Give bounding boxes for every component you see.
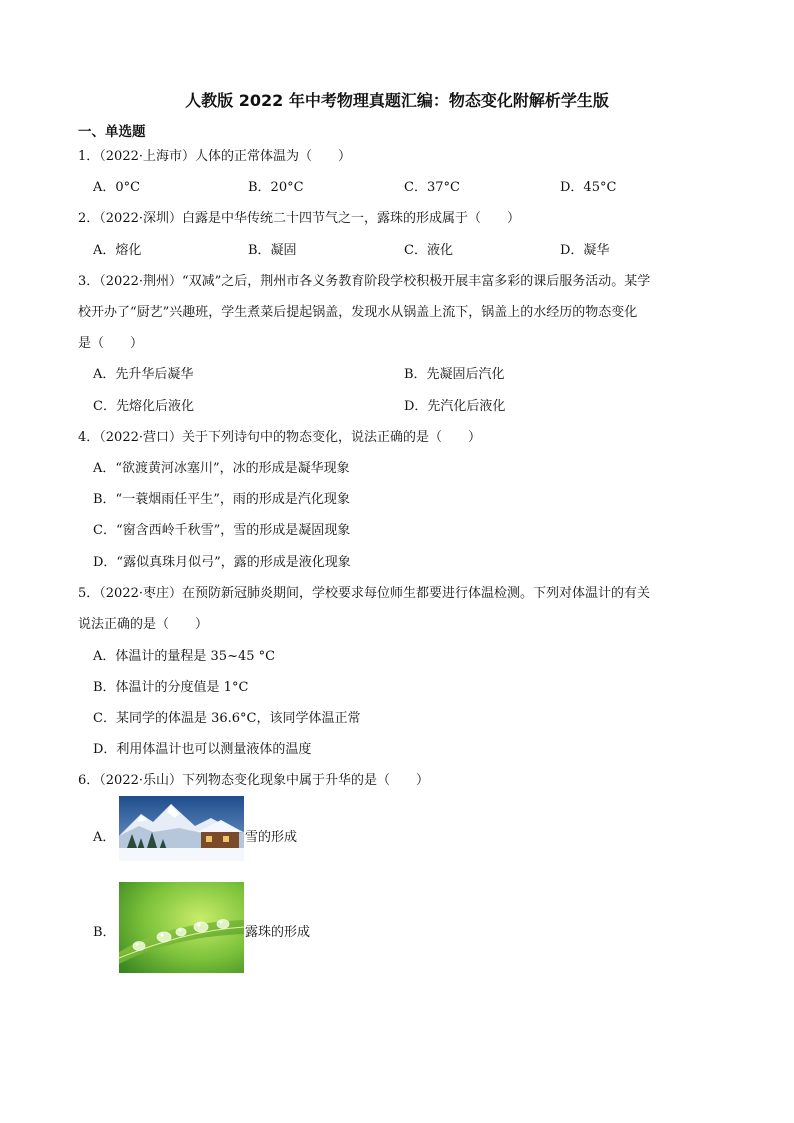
question-6-option-b-caption: 露珠的形成 — [245, 925, 311, 940]
question-5-option-d: D．利用体温计也可以测量液体的温度 — [93, 742, 312, 757]
question-1-option-c: C．37°C — [404, 180, 460, 195]
question-1-option-d: D．45°C — [560, 180, 617, 195]
question-3-option-c: C．先熔化后液化 — [93, 399, 194, 414]
page-title: 人教版 2022 年中考物理真题汇编：物态变化附解析学生版 — [185, 91, 609, 110]
question-6-option-a-letter: A． — [93, 830, 116, 845]
question-6-option-b-letter: B． — [93, 925, 116, 940]
question-3-option-a: A．先升华后凝华 — [93, 367, 194, 382]
question-2-option-c: C．液化 — [404, 243, 453, 258]
question-4-stem: 4．（2022·营口）关于下列诗句中的物态变化，说法正确的是（ ） — [78, 430, 481, 445]
question-1-stem: 1．（2022·上海市）人体的正常体温为（ ） — [78, 149, 351, 164]
question-4-option-d: D．“露似真珠月似弓”，露的形成是液化现象 — [93, 555, 351, 570]
section-heading: 一、单选题 — [78, 124, 146, 140]
question-3-stem-line-2: 校开办了“厨艺”兴趣班，学生煮菜后提起锅盖，发现水从锅盖上流下，锅盖上的水经历的物态变化 — [78, 305, 638, 320]
question-2-option-d: D．凝华 — [560, 243, 610, 258]
question-2-option-a: A．熔化 — [93, 243, 142, 258]
question-2-stem: 2．（2022·深圳）白露是中华传统二十四节气之一，露珠的形成属于（ ） — [78, 211, 520, 226]
question-1-option-b: B．20°C — [248, 180, 304, 195]
question-3-option-b: B．先凝固后汽化 — [404, 367, 505, 382]
question-5-stem-line-1: 5．（2022·枣庄）在预防新冠肺炎期间，学校要求每位师生都要进行体温检测。下列对体温计的有关 — [78, 586, 650, 601]
question-3-option-d: D．先汽化后液化 — [404, 399, 506, 414]
question-6-stem: 6．（2022·乐山）下列物态变化现象中属于升华的是（ ） — [78, 773, 429, 788]
question-3-stem-line-3: 是（ ） — [78, 336, 144, 351]
question-4-option-a: A．“欲渡黄河冰塞川”，冰的形成是凝华现象 — [93, 461, 350, 476]
question-2-option-b: B．凝固 — [248, 243, 297, 258]
question-5-option-b: B．体温计的分度值是 1°C — [93, 680, 249, 695]
dew-leaf-image — [119, 882, 244, 973]
question-3-stem-line-1: 3．（2022·荆州）“双减”之后，荆州市各义务教育阶段学校积极开展丰富多彩的课后服务活动。某学 — [78, 274, 651, 289]
snow-scene-image — [119, 796, 244, 861]
question-6-option-a-caption: 雪的形成 — [245, 830, 298, 845]
question-4-option-c: C．“窗含西岭千秋雪”，雪的形成是凝固现象 — [93, 523, 351, 538]
question-5-option-c: C．某同学的体温是 36.6°C，该同学体温正常 — [93, 711, 361, 726]
question-4-option-b: B．“一蓑烟雨任平生”，雨的形成是汽化现象 — [93, 492, 350, 507]
question-5-option-a: A．体温计的量程是 35~45 °C — [93, 649, 276, 664]
question-5-stem-line-2: 说法正确的是（ ） — [78, 617, 209, 632]
question-1-option-a: A．0°C — [93, 180, 141, 195]
